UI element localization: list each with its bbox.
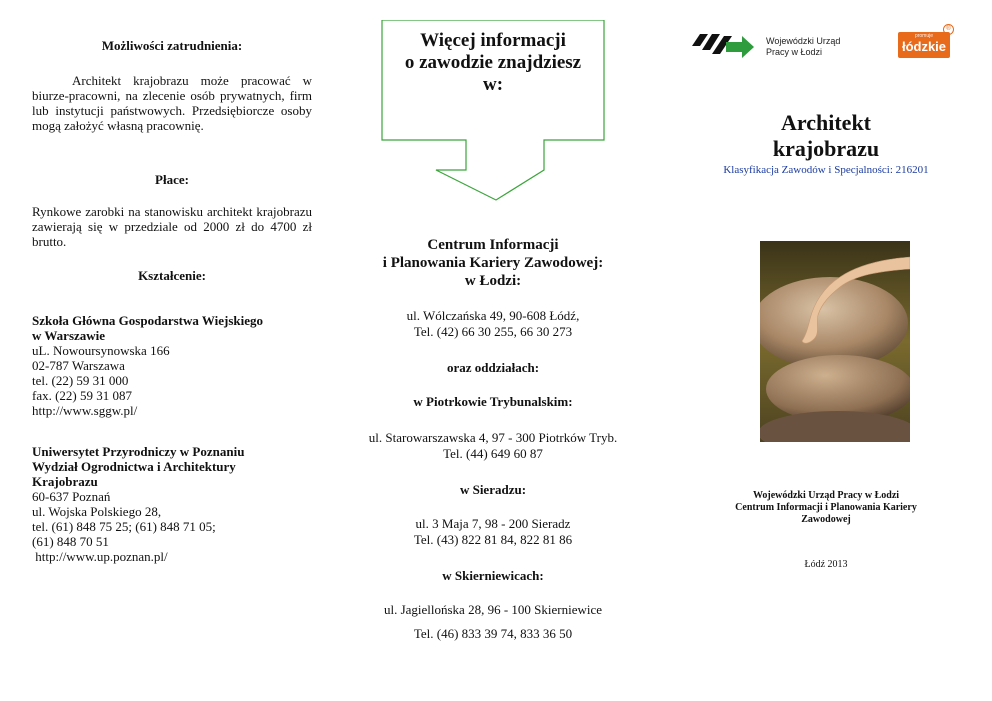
brochure-title (680, 110, 972, 162)
logo-small-text: promuje (914, 33, 934, 39)
org-line: Centrum Informacji i Planowania Kariery (735, 502, 917, 513)
education-heading: Kształcenie: (138, 268, 206, 283)
school-name-line: Uniwersytet Przyrodniczy w Poznaniu (32, 444, 245, 459)
salary-heading: Płace: (155, 172, 189, 187)
phone-line: Tel. (44) 649 60 87 (443, 446, 543, 461)
arrow-text-line: w: (482, 74, 504, 95)
center-title-line: Centrum Informacji (427, 237, 559, 253)
phone-line: Tel. (42) 66 30 255, 66 30 273 (413, 324, 573, 339)
school-sggw (32, 313, 312, 418)
school-fax: fax. (22) 59 31 087 (32, 388, 133, 403)
wup-lodz-logo (690, 30, 760, 62)
branch-skierniewice-phone: Tel. (46) 833 39 74, 833 36 50 (413, 626, 573, 641)
school-url-link[interactable]: http://www.up.poznan.pl/ (32, 549, 168, 564)
title-line: krajobrazu (772, 136, 880, 161)
school-url-link[interactable]: http://www.sggw.pl/ (32, 403, 138, 418)
arrow-callout-text (380, 30, 606, 96)
branch-skierniewice-label: w Skierniewicach: (442, 568, 544, 583)
hand-on-stones-photo (760, 241, 910, 442)
logo-stripe (692, 34, 708, 46)
school-name-line: Wydział Ogrodnictwa i Architektury (32, 459, 236, 474)
branch-sieradz-address (352, 516, 634, 548)
registered-mark: ® (943, 24, 954, 35)
branch-sieradz-label: w Sieradzu: (459, 482, 527, 497)
center-title-line: i Planowania Kariery Zawodowej: (382, 255, 604, 271)
wup-logo-text (766, 36, 840, 58)
school-address-line: uL. Nowoursynowska 166 (32, 343, 170, 358)
logo-big-text: łódzkie (901, 39, 947, 54)
school-phone: tel. (61) 848 75 25; (61) 848 71 05; (32, 519, 216, 534)
address-line: ul. Starowarszawska 4, 97 - 300 Piotrków Tryb. (368, 430, 618, 445)
publication-place-year: Łódź 2013 (804, 559, 848, 570)
logo-text-line: Pracy w Łodzi (766, 47, 823, 57)
classification-code: Klasyfikacja Zawodów i Specjalności: 216201 (723, 164, 929, 176)
publisher-organization (690, 490, 962, 526)
arrow-text-line: o zawodzie znajdziesz (404, 52, 582, 73)
address-line: ul. Wólczańska 49, 90-608 Łódź, (406, 308, 580, 323)
org-line: Wojewódzki Urząd Pracy w Łodzi (752, 490, 900, 501)
contact-section (352, 236, 634, 642)
logo-arrow (726, 36, 754, 58)
school-name-line: Szkoła Główna Gospodarstwa Wiejskiego (32, 313, 264, 328)
logo-text-line: Wojewódzki Urząd (766, 36, 841, 46)
school-address-line: 60-637 Poznań (32, 489, 111, 504)
school-up-poznan (32, 444, 312, 564)
arrow-text-line: Więcej informacji (420, 30, 566, 51)
branch-piotrkow-address (352, 430, 634, 462)
org-line: Zawodowej (801, 514, 851, 525)
school-name-line: w Warszawie (32, 328, 106, 343)
school-phone: tel. (22) 59 31 000 (32, 373, 129, 388)
phone-line: Tel. (43) 822 81 84, 822 81 86 (413, 532, 573, 547)
address-line: ul. 3 Maja 7, 98 - 200 Sieradz (415, 516, 571, 531)
salary-text: Rynkowe zarobki na stanowisku architekt krajobrazu zawierają się w przedziale od 2000 zł do 4700 zł brutto. (32, 204, 312, 249)
center-title-line: w Łodzi: (464, 273, 522, 289)
main-address (352, 308, 634, 340)
branch-skierniewice-address: ul. Jagiellońska 28, 96 - 100 Skierniewice (383, 602, 603, 617)
school-phone: (61) 848 70 51 (32, 534, 109, 549)
promuje-lodzkie-logo (898, 32, 950, 58)
employment-heading: Możliwości zatrudnienia: (101, 38, 243, 53)
employment-text: Architekt krajobrazu może pracować w biurze-pracowni, na zlecenie osób prywatnych, firm lub instytucji państwowych. Przedsiębiorcze osoby mogą założyć własną pracownię. (32, 73, 312, 133)
school-address-line: 02-787 Warszawa (32, 358, 125, 373)
branch-piotrkow-label: w Piotrkowie Trybunalskim: (413, 394, 573, 409)
school-address-line: ul. Wojska Polskiego 28, (32, 504, 162, 519)
title-line: Architekt (780, 110, 872, 135)
school-name-line: Krajobrazu (32, 474, 98, 489)
branches-label: oraz oddziałach: (446, 360, 540, 375)
center-title (352, 236, 634, 290)
